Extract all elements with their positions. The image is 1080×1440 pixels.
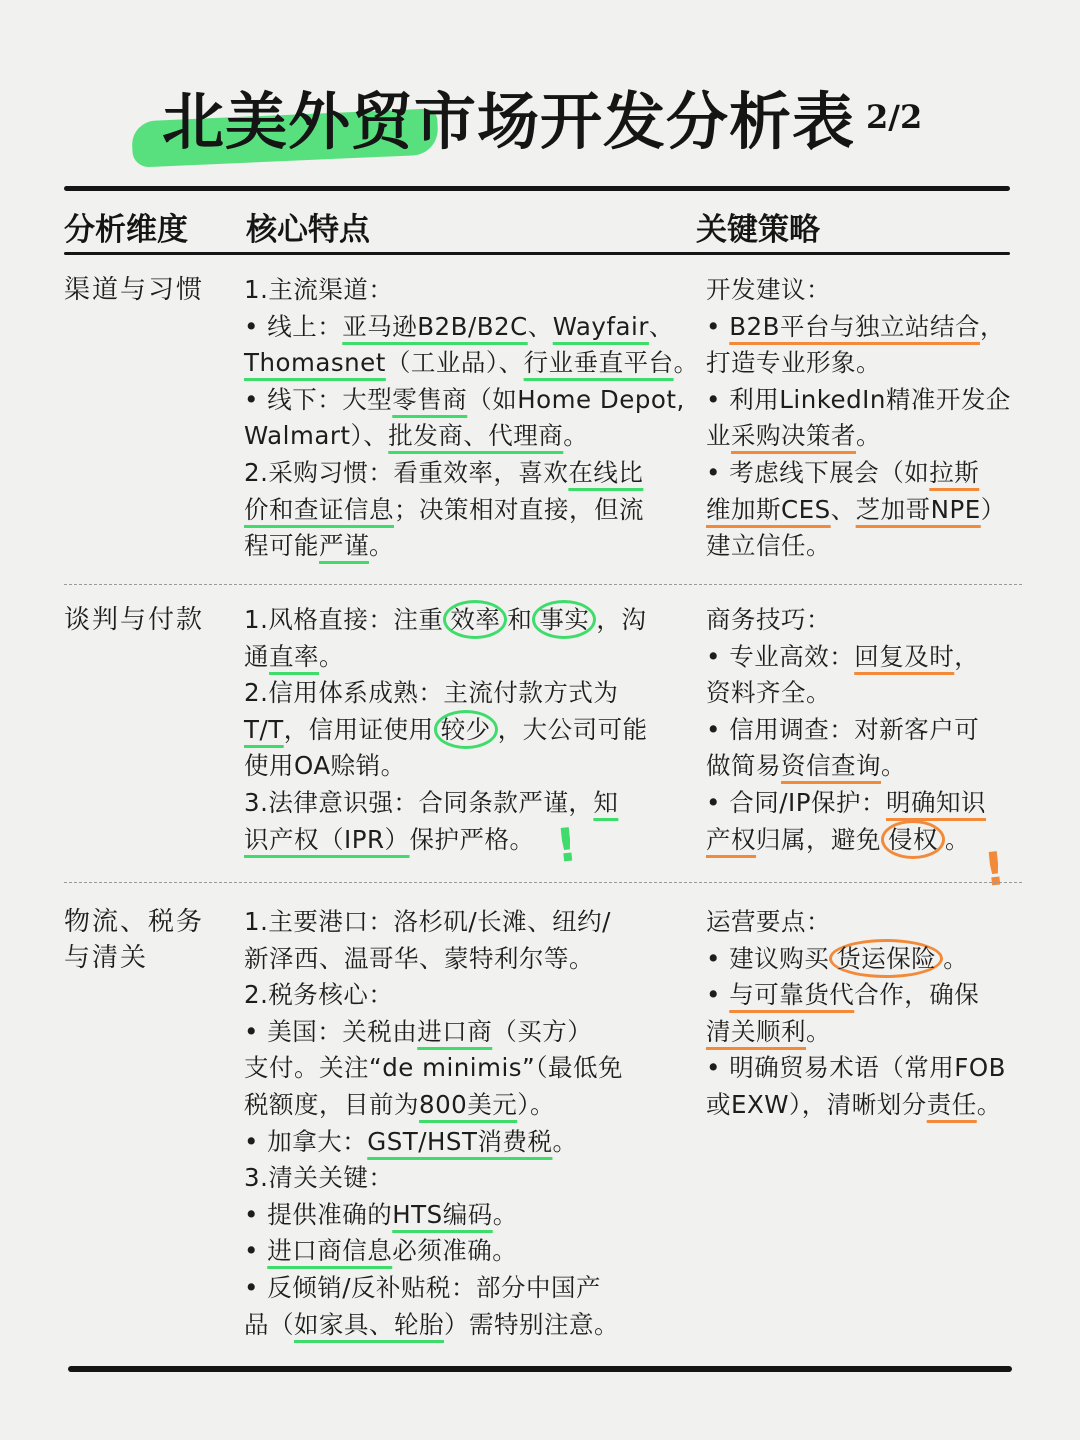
table-bottom-rule [68,1366,1012,1372]
text-segment: 2.信用体系成熟：主流付款方式为 [244,678,619,708]
marked-text: 拉斯 [929,457,980,487]
exclaim-mark-green: ! [553,817,580,873]
text-segment: 、 [527,311,553,341]
marked-text: 进口商信息 [267,1236,393,1266]
marked-text: B2B平台与独立站结合 [729,311,980,341]
text-segment: 使用OA赊销。 [244,751,406,781]
text-segment: 。 [673,348,699,378]
text-segment: 资料齐全。 [706,678,831,708]
text-segment: 。 [552,1126,578,1156]
text-segment: 税额度，目前为 [244,1089,419,1119]
text-line [706,639,1026,676]
text-segment: Walmart）、 [244,421,389,451]
text-line [706,492,1026,529]
text-segment: 。 [369,531,394,561]
row-dimension: 物流、税务与清关 [64,907,205,973]
marked-text: 知 [593,787,619,817]
text-segment: 。 [881,751,906,781]
text-segment: 打造专业形象。 [706,348,881,378]
text-segment: 。 [563,421,589,451]
text-segment: 2.税务核心： [244,980,394,1010]
row-dimension: 谈判与付款 [64,605,205,635]
marked-text: 批发商、代理商 [388,421,564,451]
text-line [706,382,1026,419]
marked-text: 800美元 [419,1089,518,1119]
text-segment: • [706,311,730,341]
marked-text: 行业垂直平台 [523,348,674,378]
text-line [244,309,680,346]
text-line [706,748,1026,785]
text-line [244,345,699,382]
text-line [706,528,1026,565]
row-features [244,904,680,1343]
marked-text: 效率 [443,600,507,639]
text-line [244,1160,680,1197]
text-line [244,455,680,492]
marked-text: 资信查询 [781,751,881,781]
marked-text: 货运保险 [829,939,943,978]
text-line [706,941,1026,978]
text-segment: • 反倾销/反补贴税：部分中国产 [244,1272,601,1302]
marked-text: 产权 [706,824,756,854]
text-line [706,418,1026,455]
text-line [706,345,1026,382]
text-segment: • 专业高效： [706,641,855,671]
text-line [244,639,680,676]
text-segment: 、 [648,311,674,341]
table-top-rule [64,186,1010,191]
text-line [244,904,680,941]
text-line [706,455,1026,492]
marked-text: 事实 [532,600,596,639]
text-segment: 程可能 [244,531,319,561]
text-line [244,1124,680,1161]
text-segment: 。 [806,1016,831,1046]
text-segment: 。 [945,824,970,854]
text-segment: • 考虑线下展会（如 [706,457,930,487]
text-segment: （买方） [492,1016,593,1046]
text-line [244,712,680,749]
text-segment: • 加拿大： [244,1126,368,1156]
text-segment: 品（ [244,1309,294,1339]
text-line [244,1270,680,1307]
row-strategy [706,904,1026,1124]
marked-text: 责任 [926,1089,977,1119]
text-segment: 2.采购习惯：看重效率，喜欢 [244,457,569,487]
text-segment: • 线下：大型 [244,384,393,414]
text-segment: 1.主流渠道： [244,275,394,304]
text-line [706,272,1026,309]
text-segment: • 利用LinkedIn精准开发企 [706,384,1011,414]
text-line [244,941,680,978]
text-segment: 通 [244,641,269,671]
marked-text: HTS编码 [392,1199,493,1229]
text-segment: • 提供准确的 [244,1199,393,1229]
row-divider [64,584,1022,585]
text-line [706,977,1026,1014]
marked-text: 较少 [434,710,498,749]
text-segment: ）。 [517,1089,556,1119]
text-segment: ，大公司可能 [497,714,648,744]
text-line [244,1307,680,1344]
text-line [244,1087,680,1124]
text-line [706,712,1026,749]
text-line [706,785,1026,822]
marked-text: 零售商 [392,384,468,414]
marked-text: 回复及时 [854,641,955,671]
title-area [0,60,1080,160]
header-strategy: 关键策略 [696,212,820,248]
text-line [706,309,1026,346]
text-line [244,675,680,712]
marked-text: 与可靠货代 [729,980,855,1010]
text-segment: 运营要点： [706,907,831,936]
text-segment: • 明确贸易术语（常用FOB [706,1053,1006,1083]
text-segment: 3.清关关键： [244,1163,394,1193]
marked-text: 识产权（IPR） [244,824,410,854]
text-segment: • 信用调查：对新客户可 [706,714,980,744]
text-line [244,602,680,639]
marked-text: 侵权 [881,820,945,859]
marked-text: T/T [244,714,284,744]
marked-text: 在线比 [568,457,644,487]
text-segment: 支付。关注“de minimis”（最低免 [244,1053,623,1083]
text-segment: 新泽西、温哥华、蒙特利尔等。 [244,943,594,973]
text-line [244,977,680,1014]
text-line [706,602,1026,639]
text-segment: • 美国：关税由 [244,1016,418,1046]
row-dimension: 渠道与习惯 [64,275,205,305]
text-segment: ，信用证使用 [283,714,434,744]
text-segment: ， [954,641,980,671]
text-segment: • [706,980,730,1010]
text-segment: ；决策相对直接，但流 [394,494,644,524]
marked-text: 亚马逊B2B/B2C [342,311,528,341]
header-features: 核心特点 [246,212,370,248]
marked-text: Thomasnet [244,348,386,378]
row-strategy [706,602,1026,858]
marked-text: GST/HST消费税 [367,1126,553,1156]
marked-text: 清关顺利 [706,1016,806,1046]
marked-text: 直率 [269,641,319,671]
text-segment: ， [979,311,1005,341]
marked-text: 如家具、轮胎 [294,1309,444,1339]
text-line [244,1014,680,1051]
text-line [706,822,1026,859]
row-strategy [706,272,1026,565]
text-segment: （如Home Depot, [467,384,685,414]
text-segment: 3.法律意识强：合同条款严谨， [244,787,594,817]
marked-text: 明确知识 [886,787,986,817]
row-features [244,602,680,858]
text-segment: 。 [319,641,344,671]
exclaim-mark-orange: ! [981,841,1008,897]
text-segment: 。 [492,1199,518,1229]
text-segment: 建立信任。 [706,531,831,561]
text-segment: 1.风格直接：注重 [244,605,444,634]
row-divider [64,882,1022,883]
text-segment: 开发建议： [706,275,831,304]
text-line [244,418,680,455]
text-line [244,1197,680,1234]
text-segment: 、 [830,494,856,524]
marked-text: 进口商 [417,1016,493,1046]
text-line [244,528,680,565]
text-segment: 商务技巧： [706,605,831,634]
text-segment: 必须准确。 [392,1236,518,1266]
table-header-rule [64,252,1010,255]
row-features [244,272,699,565]
text-segment: • 建议购买 [706,943,830,973]
text-line [706,675,1026,712]
text-line [244,822,680,859]
text-segment: • [244,1236,268,1266]
text-segment: 做简易 [706,751,781,781]
text-segment: 。 [943,943,969,973]
page-title: 北美外贸市场开发分析表 [162,85,856,158]
marked-text: Wayfair [552,311,649,341]
text-line [706,904,1026,941]
text-line [706,1087,1026,1124]
text-line [244,272,680,309]
text-segment: 。 [976,1089,1002,1119]
text-segment: 。 [856,421,881,451]
marked-text: 芝加哥NPE [855,494,981,524]
text-line [706,1014,1026,1051]
text-line [244,382,685,419]
text-line [244,785,680,822]
text-line [244,748,680,785]
text-segment: 业 [706,421,731,451]
text-segment: 或EXW），清晰划分 [706,1089,927,1119]
marked-text: 价和查证信息 [244,494,394,524]
text-segment: • 线上： [244,311,343,341]
text-segment: ）需特别注意。 [444,1309,619,1339]
text-segment: 合作，确保 [854,980,980,1010]
text-segment: 保护严格。 [409,824,535,854]
header-dimension: 分析维度 [64,212,188,248]
text-segment: ，沟 [596,605,647,634]
text-segment: • 合同/IP保护： [706,787,886,817]
page-indicator: 2/2 [866,98,923,136]
text-line [244,492,680,529]
text-segment: 和 [507,605,533,634]
text-line [706,1050,1026,1087]
marked-text: 严谨 [319,531,369,561]
marked-text: 维加斯CES [706,494,831,524]
text-segment: ） [980,494,1006,524]
text-segment: 1.主要港口：洛杉矶/长滩、纽约/ [244,907,611,936]
text-line [244,1050,680,1087]
marked-text: 采购决策者 [731,421,856,451]
text-segment: 归属，避免 [756,824,881,854]
text-line [244,1233,680,1270]
text-segment: （工业品）、 [385,348,524,378]
